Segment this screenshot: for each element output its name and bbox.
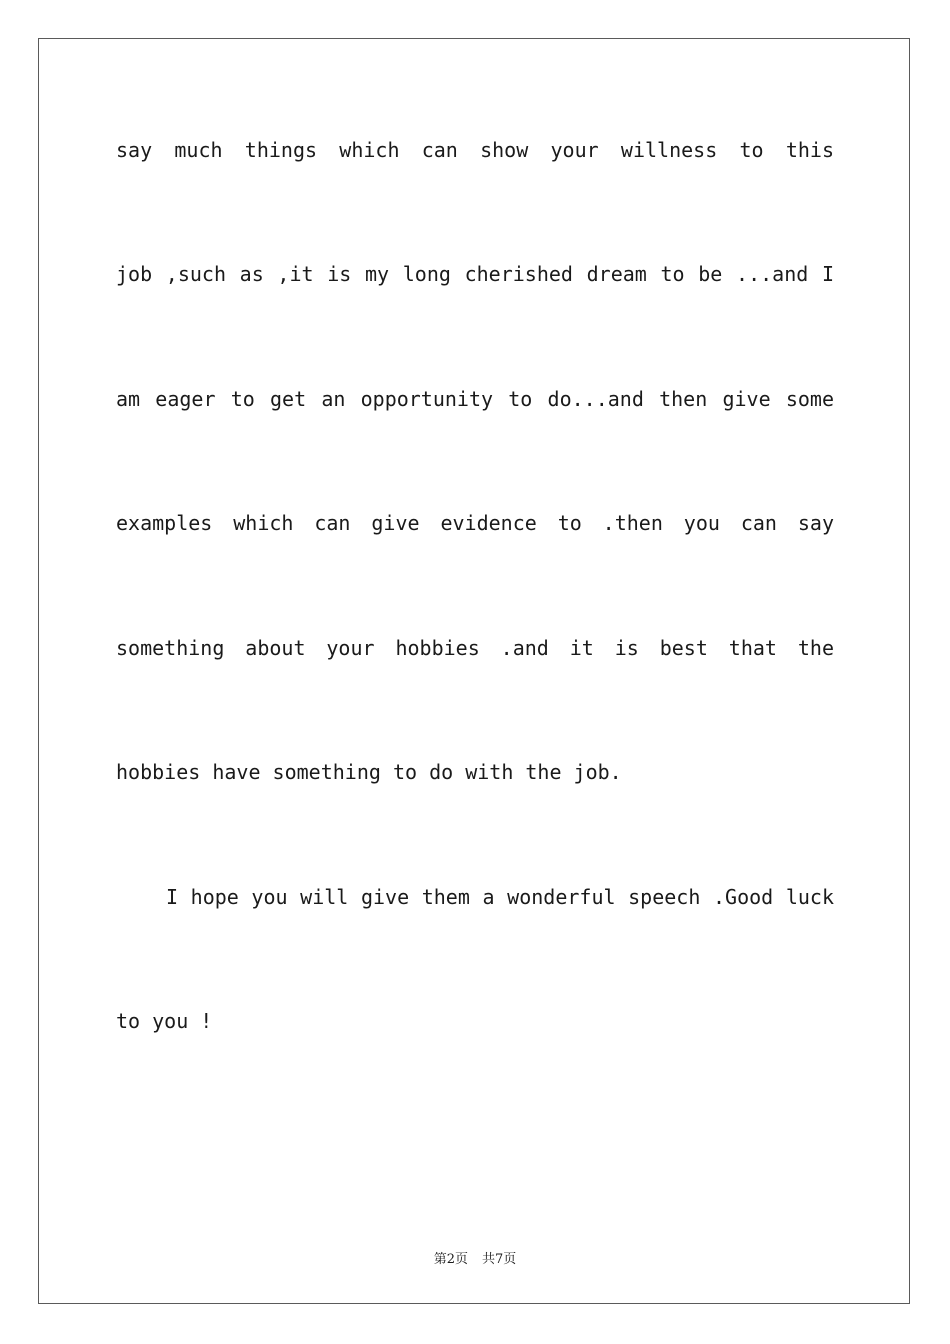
body-text-line: am eager to get an opportunity to do...and then give some — [116, 387, 834, 411]
body-text-line: say much things which can show your willness to this — [116, 138, 834, 162]
paragraph-first-line: I hope you will give them a wonderful speech .Good luck — [166, 885, 834, 909]
body-text-line: job ,such as ,it is my long cherished dream to be ...and I — [116, 262, 834, 286]
page-number: 第2页 — [433, 1252, 468, 1267]
page-total: 共7页 — [482, 1252, 517, 1267]
page-frame — [38, 38, 910, 1304]
body-text-line: to you ! — [116, 1009, 213, 1033]
page-footer — [0, 1248, 950, 1267]
body-text-line: something about your hobbies .and it is best that the — [116, 636, 834, 660]
body-text-line: examples which can give evidence to .then you can say — [116, 511, 834, 535]
body-text-line: hobbies have something to do with the job. — [116, 760, 622, 784]
